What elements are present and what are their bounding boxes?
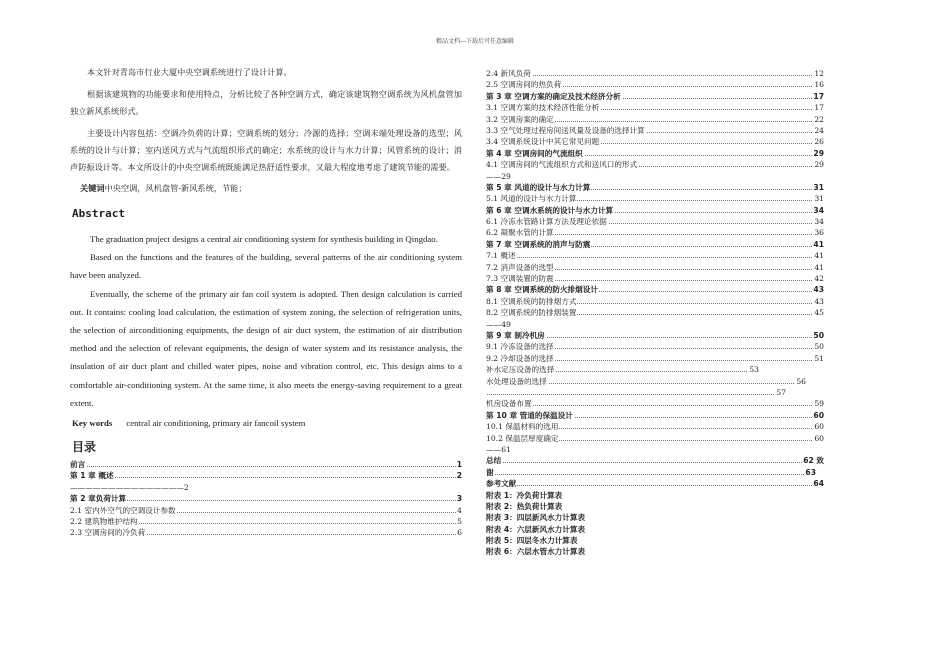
- toc-entry-label: 附表 6：六层水管水力计算表: [486, 547, 586, 557]
- toc-entry-label: 8.1 空调系统的防排烟方式: [486, 296, 577, 306]
- page-header: 精品文档---下载后可任意编辑: [435, 38, 515, 45]
- toc-heading: 目录: [72, 440, 97, 455]
- toc-entry-label: 第 8 章 空调系统的防火排烟设计: [486, 285, 598, 295]
- abstract-en-paragraph-1: The graduation project designs a central air conditioning system for synthesis building in Qingdao.: [90, 234, 438, 244]
- toc-entry-page: 43: [814, 296, 824, 306]
- toc-entry-label: 附表 2：热负荷计算表: [486, 501, 563, 511]
- toc-entry-page: 60: [814, 422, 824, 432]
- toc-entry[interactable]: [486, 512, 824, 523]
- toc-entry-page: 51: [814, 353, 824, 363]
- toc-entry[interactable]: [486, 102, 824, 113]
- toc-entry-label: 水处理设备的选择: [486, 376, 547, 386]
- toc-entry-page: 34: [814, 217, 824, 227]
- toc-entry-page: 62 致: [803, 456, 824, 466]
- toc-continuation-page: 61: [501, 444, 511, 454]
- toc-entry[interactable]: [486, 136, 824, 147]
- toc-entry-page: 31: [813, 182, 824, 192]
- toc-entry-page: 1: [456, 460, 462, 470]
- toc-entry-continuation: [486, 171, 824, 182]
- toc-entry-page: 34: [813, 205, 824, 215]
- toc-entry[interactable]: [486, 205, 824, 216]
- toc-entry-label: 2.1 室内外空气的空调设计参数: [70, 505, 176, 515]
- toc-entry[interactable]: [486, 546, 824, 557]
- toc-continuation-leader: ——: [486, 171, 502, 181]
- toc-entry[interactable]: [486, 227, 824, 238]
- toc-entry-page: 60: [814, 433, 824, 443]
- toc-entry-label: 第 5 章 风道的设计与水力计算: [486, 182, 591, 192]
- toc-entry-page: 12: [814, 69, 824, 78]
- toc-entry[interactable]: [486, 159, 824, 170]
- toc-continuation-page: 2: [183, 482, 189, 492]
- toc-entry[interactable]: [486, 125, 824, 136]
- toc-entry[interactable]: [486, 376, 806, 387]
- toc-entry-label: 补水定压设备的选择: [486, 365, 555, 375]
- abstract-cn-paragraph-3: 主要设计内容包括：空调冷负荷的计算；空调系统的划分；冷源的选择；空调末端处理设备的选型；风系统的设计与计算；室内送风方式与气流组织形式的确定；水系统的设计与水力计算；风管系统的设计；消声防振设计等。本文所设计的中央空调系统既能满足热舒适性要求，又最大程度地考虑了建筑节能的需要。: [70, 128, 462, 172]
- abstract-en-paragraph-2: Based on the functions and the features of the building, several patterns of the air conditioning system have been analyzed.: [70, 252, 462, 281]
- toc-entry[interactable]: [486, 524, 824, 535]
- toc-entry-label: 第 1 章 概述: [70, 471, 114, 481]
- toc-entry-page: 5: [457, 517, 462, 526]
- toc-entry-label: 6.1 冷冻水管路计算方法及理论依据: [486, 217, 607, 227]
- toc-entry-label: 5.1 风道的设计与水力计算: [486, 194, 577, 204]
- toc-continuation-page: 49: [501, 319, 511, 329]
- toc-right-list: [486, 68, 824, 558]
- abstract-cn-keywords: [80, 181, 462, 195]
- toc-entry-page: 4: [457, 505, 462, 515]
- toc-entry-page: 6: [457, 528, 462, 538]
- toc-entry-label: 3.2 空调房案的确定: [486, 114, 554, 124]
- toc-entry-label: 谢: [486, 467, 494, 477]
- toc-entry-label: 10.1 保温材料的选用: [486, 422, 559, 432]
- toc-entry[interactable]: [70, 505, 462, 516]
- toc-entry-page: 57: [776, 387, 786, 397]
- toc-entry[interactable]: [486, 490, 824, 501]
- toc-leader-dots: [486, 485, 824, 486]
- toc-entry-label: 8.2 空调系统的防排烟装置: [486, 308, 577, 318]
- toc-entry-label: 参考文献: [486, 479, 517, 489]
- abstract-en-paragraph-3: Eventually, the scheme of the primary air fan coil system is adopted. Then design calculation is carried out. It contains: cooling load calculation, the estimation of system zoning, the selection of refrigeration units, the selection of airconditioning equipments, the design of air duct system, the estimation of air distribution method and the selection of relevant equipments, the design of water system and its resistance analysis, the insulation of air duct plant and chilled water pipes, noise and vibration control, etc. This design aims to a comfortable air-conditioning system. At the same time, it also meets the energy-saving requirement to a great extent.: [70, 288, 462, 408]
- toc-entry[interactable]: [70, 493, 462, 504]
- toc-entry[interactable]: [486, 410, 824, 421]
- abstract-cn-paragraph-2: 根据该建筑物的功能要求和使用特点，分析比较了各种空调方式，确定该建筑物空调系统为风机盘管加独立新风系统形式。: [70, 89, 462, 116]
- toc-continuation-leader: ——: [486, 444, 502, 454]
- toc-entry-page: 43: [813, 285, 824, 295]
- toc-entry-continuation: [486, 444, 824, 455]
- toc-entry[interactable]: [486, 398, 824, 409]
- toc-continuation-page: 29: [501, 171, 511, 181]
- toc-entry[interactable]: [70, 516, 462, 527]
- toc-entry[interactable]: [70, 459, 462, 470]
- toc-entry[interactable]: [486, 91, 824, 102]
- toc-entry-page: 2: [456, 471, 462, 481]
- toc-entry[interactable]: [486, 296, 824, 307]
- toc-continuation-leader: ———————————————: [70, 482, 184, 492]
- toc-entry-label: 7.2 消声设备的选型: [486, 262, 554, 272]
- toc-entry-label: 9.2 冷却设备的选择: [486, 353, 554, 363]
- toc-leader-dots: [486, 394, 786, 395]
- toc-entry[interactable]: [486, 250, 824, 261]
- abstract-en-heading: Abstract: [72, 207, 125, 220]
- toc-leader-dots: [486, 462, 824, 463]
- toc-entry-page: 63: [805, 467, 816, 477]
- toc-entry-label: 3.4 空调系统设计中其它常见问题: [486, 137, 600, 147]
- toc-entry[interactable]: [486, 114, 824, 125]
- toc-entry-page: 24: [814, 125, 824, 135]
- toc-leader-dots: [486, 257, 824, 258]
- toc-entry-label: 9.1 冷冻设备的选择: [486, 342, 554, 352]
- toc-leader-dots: [70, 500, 462, 501]
- toc-entry-label: 第 3 章 空调方案的确定及技术经济分析: [486, 91, 621, 101]
- toc-entry[interactable]: [486, 478, 824, 489]
- toc-entry-label: [486, 388, 487, 397]
- toc-entry-page: 3: [456, 494, 462, 504]
- toc-entry[interactable]: [486, 239, 824, 250]
- toc-entry-page: 17: [814, 103, 824, 113]
- toc-entry-continuation: [70, 482, 462, 493]
- toc-entry-page: 29: [814, 160, 824, 170]
- toc-entry-page: 45: [814, 308, 824, 318]
- toc-entry-label: 第 6 章 空调水系统的设计与水力计算: [486, 205, 614, 215]
- toc-entry[interactable]: [486, 341, 824, 352]
- toc-entry-label: 附表 3：四层新风水力计算表: [486, 513, 586, 523]
- toc-entry-label: 第 7 章 空调系统的消声与防震: [486, 239, 591, 249]
- toc-entry-label: 2.4 新风负荷: [486, 69, 531, 78]
- keywords-text: 中央空调，风机盘管-新风系统，节能；: [104, 183, 247, 193]
- left-column: [70, 64, 462, 539]
- toc-entry-label: 第 2 章负荷计算: [70, 494, 127, 504]
- toc-entry[interactable]: [486, 182, 824, 193]
- toc-entry[interactable]: [486, 353, 824, 364]
- toc-entry-page: 16: [814, 80, 824, 90]
- toc-entry-page: 17: [813, 91, 824, 101]
- toc-entry-label: 10.2 保温层厚度确定: [486, 433, 559, 443]
- abstract-en-keywords: [72, 418, 462, 428]
- toc-entry[interactable]: [486, 387, 786, 398]
- toc-entry-page: 41: [814, 251, 824, 261]
- toc-entry-page: 56: [796, 376, 806, 386]
- toc-entry-page: 50: [813, 331, 824, 341]
- toc-entry-page: 64: [813, 479, 824, 489]
- toc-entry-label: 第 4 章 空调房间的气流组织: [486, 148, 583, 158]
- toc-entry-label: 3.1 空调方案的技术经济性能分析: [486, 103, 600, 113]
- toc-entry-page: 60: [813, 410, 824, 420]
- toc-entry[interactable]: [486, 455, 824, 466]
- toc-entry[interactable]: [70, 527, 462, 538]
- toc-entry[interactable]: [486, 467, 816, 478]
- toc-entry[interactable]: [486, 262, 824, 273]
- toc-leader-dots: [70, 466, 462, 467]
- toc-entry-label: 附表 4：六层新风水力计算表: [486, 524, 586, 534]
- toc-entry-label: 附表 1：冷负荷计算表: [486, 490, 563, 500]
- toc-entry-label: 附表 5：四层冬水力计算表: [486, 536, 578, 546]
- en-keywords-text: central air conditioning, primary air fancoil system: [126, 418, 306, 429]
- toc-entry-page: 41: [814, 262, 824, 272]
- toc-entry-label: 第 9 章 制冷机房: [486, 331, 545, 341]
- toc-continuation-leader: ——: [486, 319, 502, 329]
- toc-entry-page: 50: [814, 342, 824, 352]
- toc-entry-label: 前言: [70, 460, 86, 470]
- toc-entry-page: 41: [813, 239, 824, 249]
- toc-leader-dots: [486, 75, 824, 76]
- toc-entry-continuation: [486, 319, 824, 330]
- toc-entry-page: 22: [814, 114, 824, 124]
- toc-entry-page: 36: [814, 228, 824, 238]
- toc-entry-page: 42: [814, 274, 824, 284]
- toc-entry[interactable]: [486, 284, 824, 295]
- toc-entry-label: 2.3 空调房间的冷负荷: [70, 528, 146, 538]
- toc-entry-label: 总结: [486, 456, 502, 466]
- toc-entry-label: 2.5 空调房间的热负荷: [486, 80, 562, 90]
- toc-entry[interactable]: [486, 148, 824, 159]
- toc-entry-label: 机房设备布置: [486, 399, 532, 409]
- toc-entry-page: 26: [814, 137, 824, 147]
- keywords-label: 关键词: [80, 183, 105, 193]
- toc-entry-page: 53: [749, 365, 759, 375]
- toc-entry[interactable]: [486, 68, 824, 79]
- toc-entry[interactable]: [486, 330, 824, 341]
- toc-entry-page: 59: [814, 399, 824, 409]
- toc-entry[interactable]: [486, 433, 824, 444]
- toc-entry[interactable]: [486, 79, 824, 90]
- toc-entry-page: 29: [813, 148, 824, 158]
- toc-entry-label: 3.3 空气处理过程房间送风量及设备的选择计算: [486, 125, 645, 135]
- toc-entry-page: 31: [814, 194, 824, 204]
- abstract-cn-paragraph-1: 本文针对青岛市行业大厦中央空调系统进行了设计计算。: [87, 67, 292, 77]
- toc-leader-dots: [486, 474, 816, 475]
- toc-entry[interactable]: [486, 364, 759, 375]
- toc-entry[interactable]: [486, 501, 824, 512]
- toc-left-list: [70, 459, 462, 539]
- toc-leader-dots: [70, 477, 462, 478]
- toc-entry[interactable]: [486, 193, 824, 204]
- toc-entry[interactable]: [486, 216, 824, 227]
- toc-entry[interactable]: [486, 307, 824, 318]
- toc-leader-dots: [486, 405, 824, 406]
- toc-entry-label: 第 10 章 管道的保温设计: [486, 410, 573, 420]
- toc-entry-label: 2.2 建筑物维护结构: [70, 517, 138, 526]
- toc-entry-label: 7.1 概述: [486, 251, 516, 261]
- right-column: [486, 68, 824, 558]
- toc-entry-label: 6.2 凝聚水管的计算: [486, 228, 554, 238]
- toc-entry-label: 4.1 空调房间的气流组织方式和送风口的形式: [486, 160, 638, 170]
- toc-entry[interactable]: [70, 470, 462, 481]
- toc-entry-label: 7.3 空调装置的防震: [486, 274, 554, 284]
- toc-entry[interactable]: [486, 273, 824, 284]
- toc-entry[interactable]: [486, 535, 824, 546]
- toc-entry[interactable]: [486, 421, 824, 432]
- en-keywords-label: Key words: [72, 418, 113, 429]
